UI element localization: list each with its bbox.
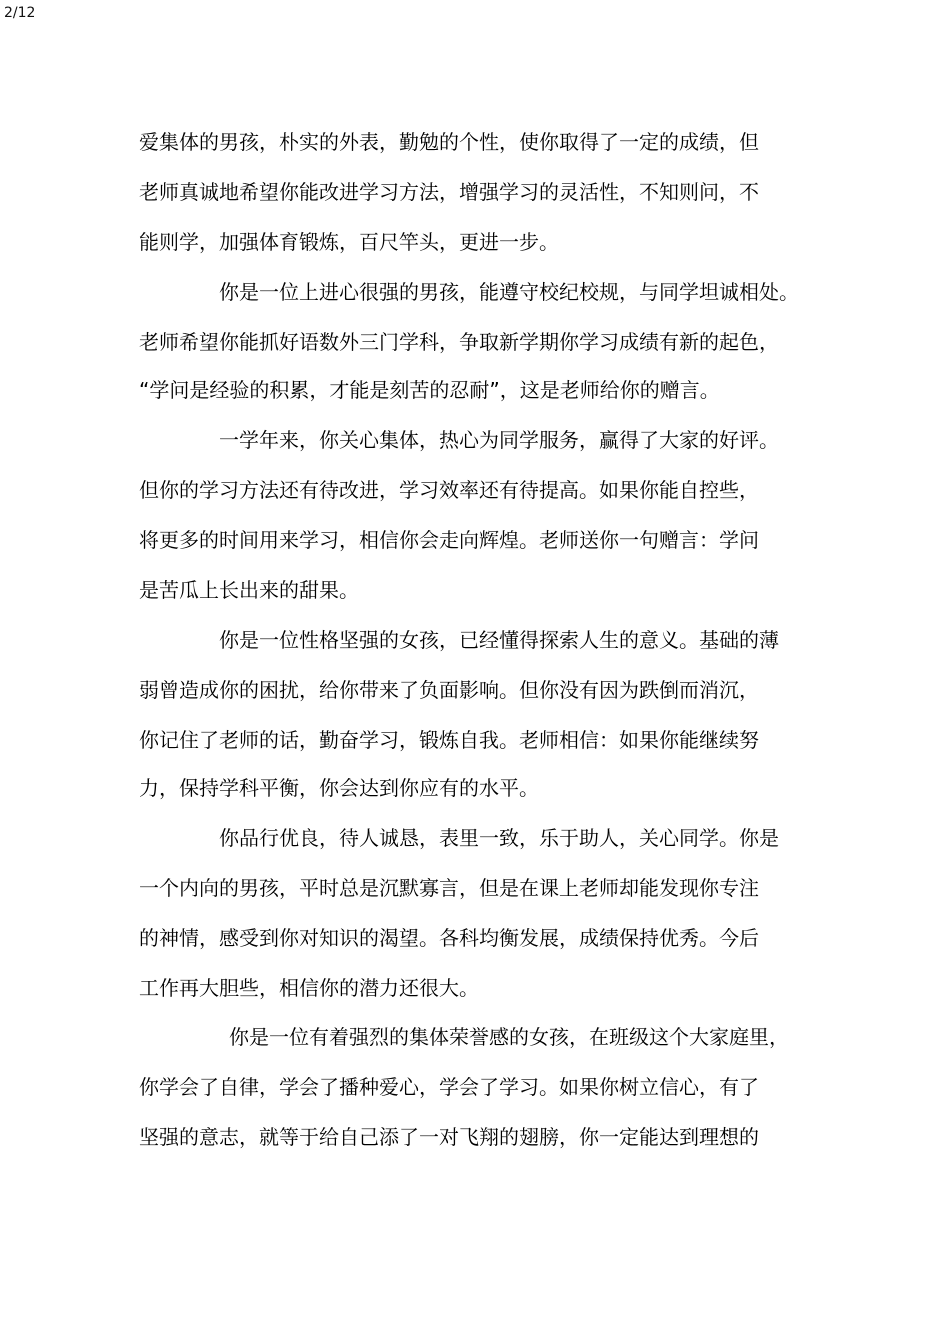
text-line: 弱曾造成你的困扰，给你带来了负面影响。但你没有因为跌倒而消沉， — [139, 678, 759, 702]
text-line: 将更多的时间用来学习，相信你会走向辉煌。老师送你一句赠言：学问 — [139, 528, 759, 552]
text-line: 力，保持学科平衡，你会达到你应有的水平。 — [139, 776, 539, 800]
text-line: 坚强的意志，就等于给自己添了一对飞翔的翅膀，你一定能达到理想的 — [139, 1125, 759, 1149]
text-line: 是苦瓜上长出来的甜果。 — [139, 578, 359, 602]
text-line: 爱集体的男孩，朴实的外表，勤勉的个性，使你取得了一定的成绩，但 — [139, 130, 759, 154]
text-line: 但你的学习方法还有待改进，学习效率还有待提高。如果你能自控些， — [139, 478, 759, 502]
text-line: “学问是经验的积累，才能是刻苦的忍耐”，这是老师给你的赠言。 — [139, 378, 720, 402]
text-line: 工作再大胆些，相信你的潜力还很大。 — [139, 976, 479, 1000]
text-line: 你记住了老师的话，勤奋学习，锻炼自我。老师相信：如果你能继续努 — [139, 728, 759, 752]
paragraph-first-line: 你是一位有着强烈的集体荣誉感的女孩，在班级这个大家庭里， — [229, 1025, 789, 1049]
text-line: 你学会了自律，学会了播种爱心，学会了学习。如果你树立信心，有了 — [139, 1075, 759, 1099]
text-line: 一个内向的男孩，平时总是沉默寡言，但是在课上老师却能发现你专注 — [139, 876, 759, 900]
text-line: 老师真诚地希望你能改进学习方法，增强学习的灵活性，不知则问，不 — [139, 180, 759, 204]
paragraph-first-line: 一学年来，你关心集体，热心为同学服务，赢得了大家的好评。 — [219, 428, 779, 452]
text-line: 的神情，感受到你对知识的渴望。各科均衡发展，成绩保持优秀。今后 — [139, 926, 759, 950]
text-line: 老师希望你能抓好语数外三门学科，争取新学期你学习成绩有新的起色， — [139, 330, 779, 354]
paragraph-first-line: 你是一位性格坚强的女孩，已经懂得探索人生的意义。基础的薄 — [219, 628, 779, 652]
text-line: 能则学，加强体育锻炼，百尺竿头，更进一步。 — [139, 230, 559, 254]
paragraph-first-line: 你是一位上进心很强的男孩，能遵守校纪校规，与同学坦诚相处。 — [219, 280, 799, 304]
page-number: 2/12 — [4, 5, 36, 21]
paragraph-first-line: 你品行优良，待人诚恳，表里一致，乐于助人，关心同学。你是 — [219, 826, 779, 850]
